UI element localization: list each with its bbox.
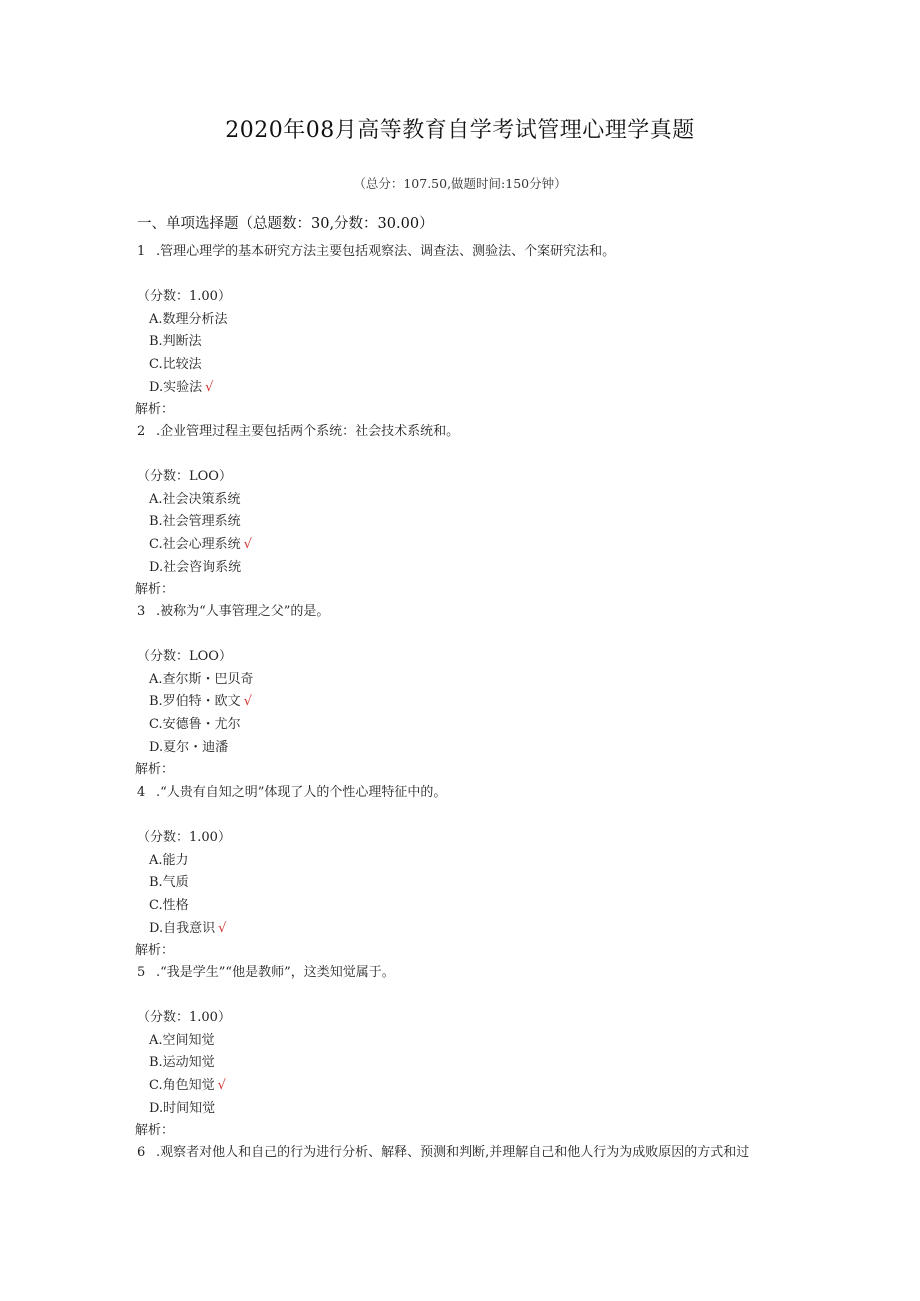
answer-option	[137, 309, 615, 332]
answer-option	[137, 1052, 395, 1075]
answer-option	[137, 918, 446, 941]
question-number: 5	[137, 965, 146, 980]
question-stem	[137, 601, 329, 624]
answer-option	[137, 331, 615, 354]
correct-check-icon: √	[243, 694, 252, 710]
answer-option-text: B.气质	[149, 875, 189, 891]
question-number: 1	[137, 244, 146, 259]
question-number: 6	[137, 1145, 146, 1160]
question-score: （分数：1.00）	[137, 289, 231, 305]
answer-option	[137, 511, 459, 534]
answer-option-text: A.数理分析法	[149, 311, 228, 327]
answer-option	[137, 354, 615, 377]
answer-option	[137, 895, 446, 918]
answer-option-text: C.安德鲁・尤尔	[149, 716, 241, 732]
answer-option	[137, 489, 459, 512]
answer-option-text: D.社会咨询系统	[149, 559, 242, 575]
question-text: .“人贵有自知之明”体现了人的个性心理特征中的。	[156, 785, 447, 800]
answer-option	[137, 557, 459, 580]
answer-option	[137, 691, 329, 714]
answer-option	[137, 377, 615, 400]
answer-option	[137, 1098, 395, 1121]
blank-line	[137, 264, 615, 287]
answer-option-text: B.罗伯特・欧文	[149, 694, 241, 710]
analysis-label: 解析：	[135, 1123, 175, 1139]
question-stem	[137, 962, 395, 985]
question-score: （分数：LOO）	[137, 469, 232, 485]
answer-option-text: D.自我意识	[149, 920, 216, 936]
blank-line	[137, 444, 459, 467]
page-title: 2020年08月高等教育自学考试管理心理学真题	[225, 118, 695, 143]
correct-check-icon: √	[218, 920, 227, 936]
answer-option	[137, 872, 446, 895]
answer-option	[137, 737, 329, 760]
blank-line	[137, 985, 395, 1008]
question-1	[137, 241, 615, 422]
question-number: 4	[137, 785, 146, 800]
question-score: （分数：1.00）	[137, 1010, 231, 1026]
question-2	[137, 421, 459, 602]
correct-check-icon: √	[205, 379, 214, 395]
exam-meta: （总分：107.50,做题时间:150分钟）	[353, 176, 567, 191]
answer-option	[137, 1030, 395, 1053]
answer-option	[137, 850, 446, 873]
question-score: （分数：LOO）	[137, 649, 232, 665]
correct-check-icon: √	[217, 1077, 226, 1093]
answer-option-text: D.时间知觉	[149, 1100, 216, 1116]
question-stem	[137, 241, 615, 264]
answer-option-text: C.角色知觉	[149, 1077, 215, 1093]
answer-option-text: A.空间知觉	[149, 1032, 215, 1048]
analysis-label: 解析：	[135, 762, 175, 778]
analysis-label: 解析：	[135, 402, 175, 418]
answer-option-text: B.社会管理系统	[149, 514, 241, 530]
question-score: （分数：1.00）	[137, 830, 231, 846]
answer-option	[137, 714, 329, 737]
analysis-label: 解析：	[135, 582, 175, 598]
section-heading: 一、单项选择题（总题数：30,分数：30.00）	[137, 216, 434, 232]
answer-option-text: A.查尔斯・巴贝奇	[149, 671, 254, 687]
question-5	[137, 962, 395, 1143]
blank-line	[137, 805, 446, 828]
question-6	[137, 1142, 777, 1165]
answer-option-text: C.性格	[149, 897, 189, 913]
answer-option-text: A.社会决策系统	[149, 491, 241, 507]
question-text: .观察者对他人和自己的行为进行分析、解释、预测和判断,并理解自己和他人行为为成败原因的方式和过	[156, 1145, 750, 1160]
answer-option-text: A.能力	[149, 852, 189, 868]
answer-option	[137, 1075, 395, 1098]
question-3	[137, 601, 329, 782]
question-stem	[137, 782, 446, 805]
answer-option-text: B.判断法	[149, 334, 202, 350]
question-number: 2	[137, 424, 146, 439]
correct-check-icon: √	[243, 536, 252, 552]
question-text: .企业管理过程主要包括两个系统：社会技术系统和。	[156, 424, 460, 439]
question-text: .被称为“人事管理之父”的是。	[156, 604, 330, 619]
answer-option	[137, 669, 329, 692]
answer-option-text: D.实验法	[149, 379, 203, 395]
answer-option-text: C.比较法	[149, 356, 202, 372]
question-text: .管理心理学的基本研究方法主要包括观察法、调查法、测验法、个案研究法和。	[156, 244, 616, 259]
question-number: 3	[137, 604, 146, 619]
question-text: .“我是学生”“他是教师”，这类知觉属于。	[156, 965, 395, 980]
question-stem	[137, 421, 459, 444]
answer-option-text: C.社会心理系统	[149, 536, 241, 552]
blank-line	[137, 624, 329, 647]
answer-option-text: D.夏尔・迪潘	[149, 739, 229, 755]
question-4	[137, 782, 446, 963]
answer-option-text: B.运动知觉	[149, 1055, 215, 1071]
answer-option	[137, 534, 459, 557]
analysis-label: 解析：	[135, 943, 175, 959]
question-stem	[137, 1142, 777, 1165]
